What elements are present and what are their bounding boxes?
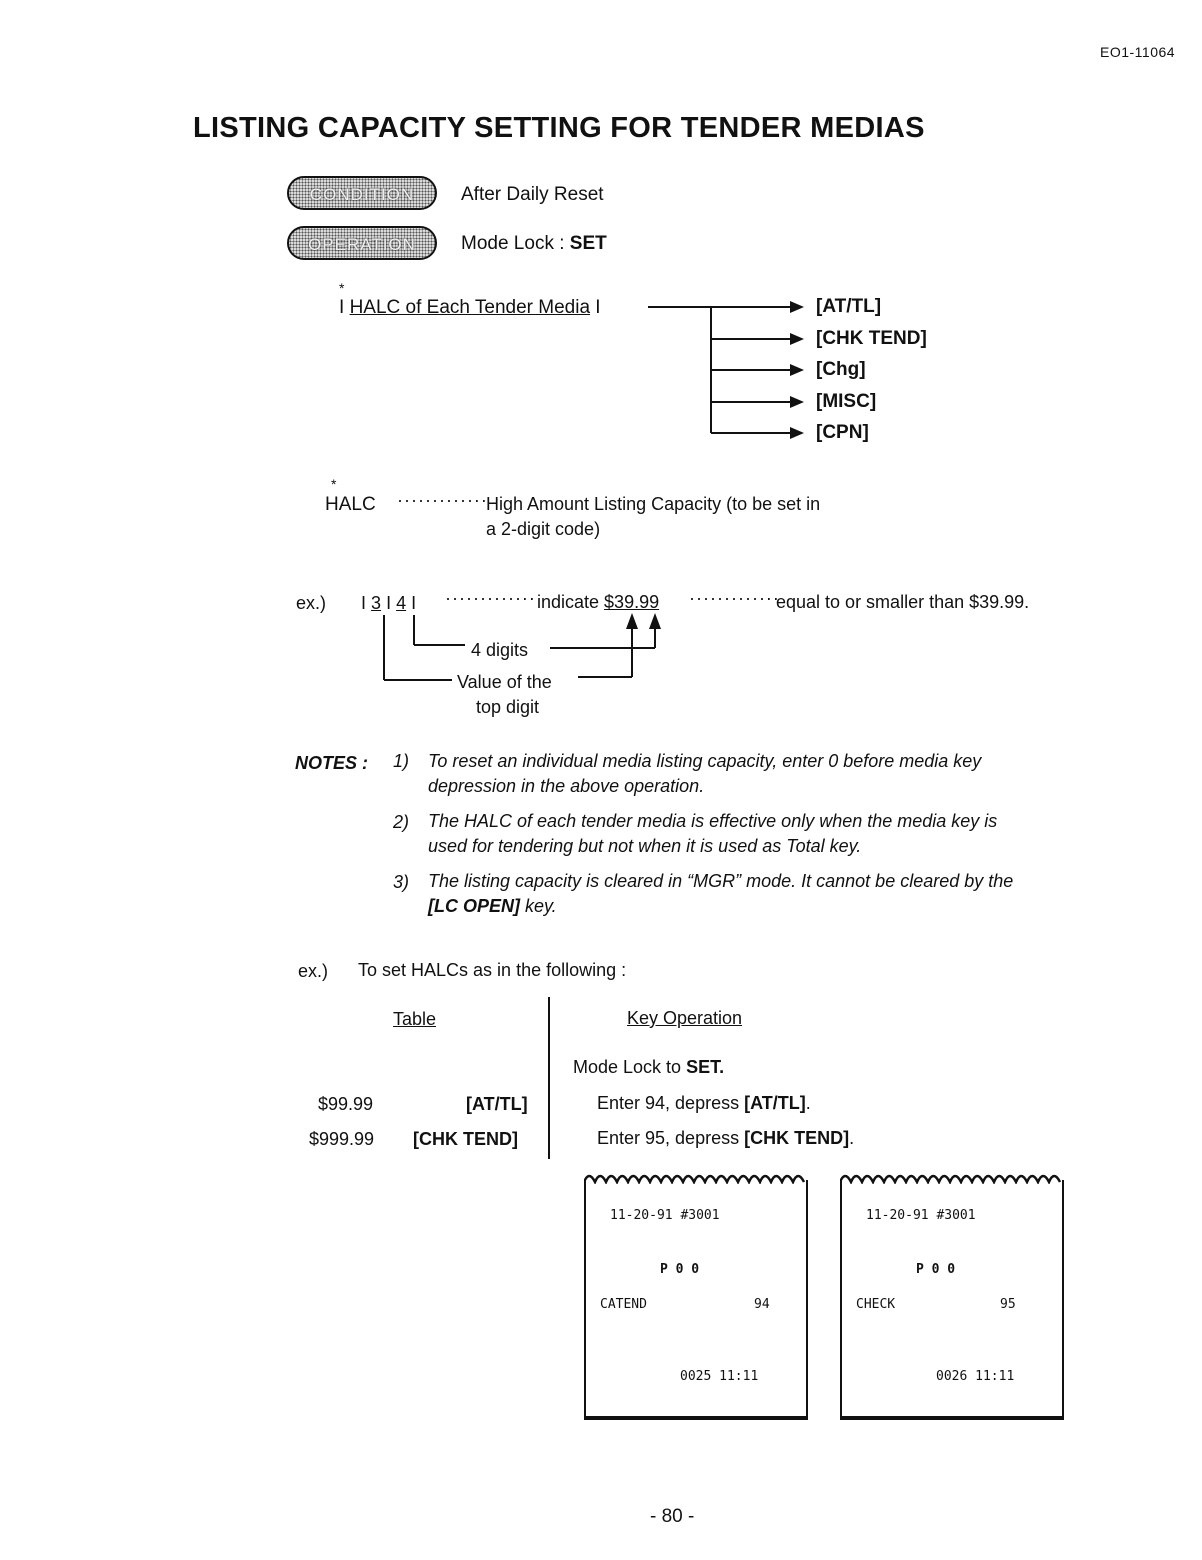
flow-key-attl: [AT/TL] (816, 296, 882, 317)
example2-label: ex.) (298, 961, 329, 981)
table-row2-key: [CHK TEND] (413, 1129, 518, 1149)
example1-dots2: ············· (689, 588, 780, 608)
table-row1-amount: $99.99 (318, 1094, 374, 1114)
example1-digit1: 3 (371, 593, 382, 613)
notes-label: NOTES : (295, 753, 369, 773)
table-row1-key: [AT/TL] (466, 1094, 528, 1114)
halc-definition-line2: a 2-digit code) (486, 519, 601, 539)
table-row2-amount: $999.99 (309, 1129, 375, 1149)
flow-input: I HALC of Each Tender Media I (339, 297, 601, 318)
flow-key-cpn: [CPN] (816, 422, 869, 443)
receipt-1-value: 94 (754, 1297, 770, 1312)
note3-text: The listing capacity is cleared in “MGR” mode. It cannot be cleared by the [LC OPEN] key. (428, 871, 1014, 916)
receipt-2-label: CHECK (856, 1297, 896, 1312)
receipt-2-pos: P 0 0 (916, 1262, 956, 1277)
flow-key-misc: [MISC] (816, 391, 877, 412)
operation-text: Mode Lock : SET (461, 233, 607, 254)
operation-mode: SET (569, 233, 607, 254)
condition-badge: CONDITION (287, 176, 437, 210)
receipt-2-date: 11-20-91 #3001 (866, 1208, 976, 1223)
example1-equal-text: equal to or smaller than $39.99. (776, 592, 1030, 612)
example1-label: ex.) (296, 593, 327, 613)
halc-asterisk: * (331, 476, 337, 492)
example1-label-value-line2: top digit (476, 697, 540, 717)
page-number: - 80 - (650, 1506, 695, 1527)
document-id: EO1-11064 (1100, 44, 1176, 60)
note3-key: [LC OPEN] (428, 896, 520, 916)
halc-leader-dots: ············· (397, 490, 488, 510)
page-title: LISTING CAPACITY SETTING FOR TENDER MEDIAS (193, 112, 925, 144)
table-divider (548, 997, 550, 1159)
halc-definition-line1: High Amount Listing Capacity (to be set in (486, 494, 821, 514)
key-operation-header: Key Operation (627, 1008, 743, 1028)
example1-indicate: indicate $39.99 (537, 592, 660, 612)
flow-arrows (640, 290, 830, 450)
flow-key-chg: [Chg] (816, 359, 866, 380)
receipt-1-label: CATEND (600, 1297, 647, 1312)
table-header: Table (393, 1009, 437, 1029)
note2-text: The HALC of each tender media is effective only when the media key is used for tendering but not when it is used as Total key. (428, 811, 998, 856)
flow-key-chk-tend: [CHK TEND] (816, 328, 927, 349)
example1-amount: $39.99 (604, 592, 660, 612)
halc-term: HALC (325, 494, 376, 515)
example1-dots: ············· (445, 588, 536, 608)
condition-text: After Daily Reset (461, 184, 604, 205)
example1-digit2: 4 (396, 593, 407, 613)
note2-number: 2) (393, 812, 410, 832)
key-op-row2: Enter 95, depress [CHK TEND]. (597, 1128, 855, 1148)
note3-number: 3) (393, 872, 410, 892)
example1-code: I 3 I 4 I (361, 593, 417, 613)
receipt-2-footer: 0026 11:11 (936, 1369, 1015, 1384)
flow-input-label: HALC of Each Tender Media (349, 297, 591, 318)
receipt-1-pos: P 0 0 (660, 1262, 700, 1277)
receipt-1-date: 11-20-91 #3001 (610, 1208, 720, 1223)
receipt-1 (584, 1170, 808, 1418)
receipt-2 (840, 1170, 1064, 1418)
note1-text: To reset an individual media listing capacity, enter 0 before media key depression in the above operation. (428, 751, 982, 796)
note1-number: 1) (393, 751, 410, 771)
receipt-1-footer: 0025 11:11 (680, 1369, 759, 1384)
receipt-2-value: 95 (1000, 1297, 1016, 1312)
mode-lock-instruction: Mode Lock to SET. (573, 1057, 725, 1077)
operation-badge: OPERATION (287, 226, 437, 260)
flow-asterisk: * (339, 280, 345, 296)
example1-label-value-line1: Value of the (457, 672, 552, 692)
key-op-row1: Enter 94, depress [AT/TL]. (597, 1093, 811, 1113)
example2-intro: To set HALCs as in the following : (358, 960, 627, 980)
example1-label-digits: 4 digits (471, 640, 529, 660)
